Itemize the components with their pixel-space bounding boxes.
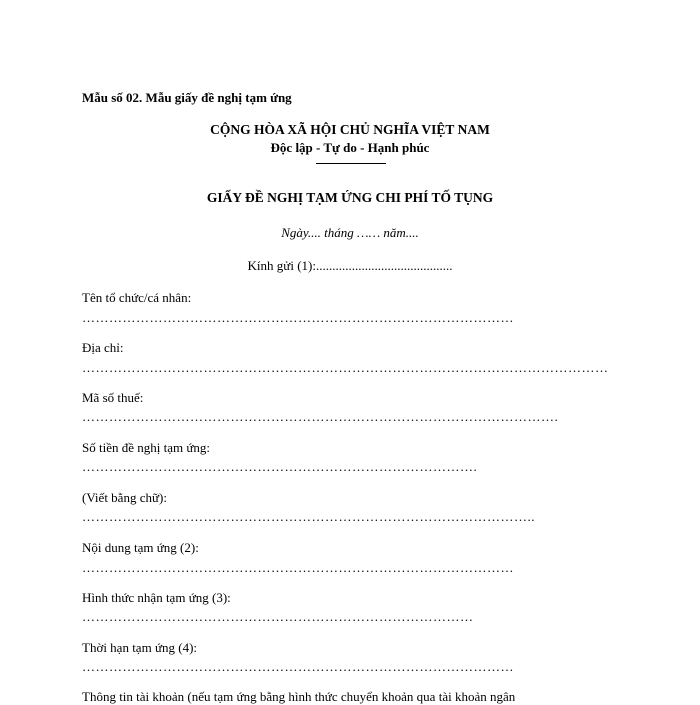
- field-label-amount-in-words: (Viết bằng chữ):: [82, 490, 167, 505]
- field-blank-tax-code[interactable]: …………………………………………………………………………………………….: [82, 409, 559, 424]
- national-heading: CỘNG HÒA XÃ HỘI CHỦ NGHĨA VIỆT NAM: [210, 122, 490, 137]
- field-blank-advance-content[interactable]: ……………………………………………………………………………………: [82, 560, 514, 575]
- field-blank-amount[interactable]: …………………………………………………………………………….: [82, 459, 478, 474]
- field-blank-amount-in-words[interactable]: ………………………………………………………………………………………..: [82, 509, 535, 524]
- national-motto: Độc lập - Tự do - Hạnh phúc: [270, 140, 430, 155]
- field-label-receipt-method: Hình thức nhận tạm ứng (3):: [82, 590, 231, 605]
- recipient-line: Kính gửi (1):..........................................: [247, 258, 453, 273]
- field-blank-organization[interactable]: ……………………………………………………………………………………: [82, 310, 514, 325]
- bank-account-info-line: Thông tin tài khoản (nếu tạm ứng bằng hình thức chuyển khoản qua tài khoản ngân: [82, 689, 516, 704]
- field-blank-address[interactable]: ………………………………………………………………………………………………………: [82, 360, 609, 375]
- form-code: Mẫu số 02. Mẫu giấy đề nghị tạm ứng: [82, 90, 292, 105]
- date-line: Ngày.... tháng …… năm....: [281, 225, 419, 240]
- field-label-tax-code: Mã số thuế:: [82, 390, 144, 405]
- field-label-organization: Tên tổ chức/cá nhân:: [82, 290, 192, 305]
- field-blank-advance-term[interactable]: ……………………………………………………………………………………: [82, 659, 514, 674]
- document-title: GIẤY ĐỀ NGHỊ TẠM ỨNG CHI PHÍ TỐ TỤNG: [206, 190, 494, 205]
- field-blank-receipt-method[interactable]: ……………………………………………………………………………: [82, 609, 474, 624]
- motto-underline: [316, 163, 386, 164]
- field-label-amount: Số tiền đề nghị tạm ứng:: [82, 440, 211, 455]
- field-label-advance-content: Nội dung tạm ứng (2):: [82, 540, 199, 555]
- field-label-address: Địa chỉ:: [82, 340, 124, 355]
- field-label-advance-term: Thời hạn tạm ứng (4):: [82, 640, 198, 655]
